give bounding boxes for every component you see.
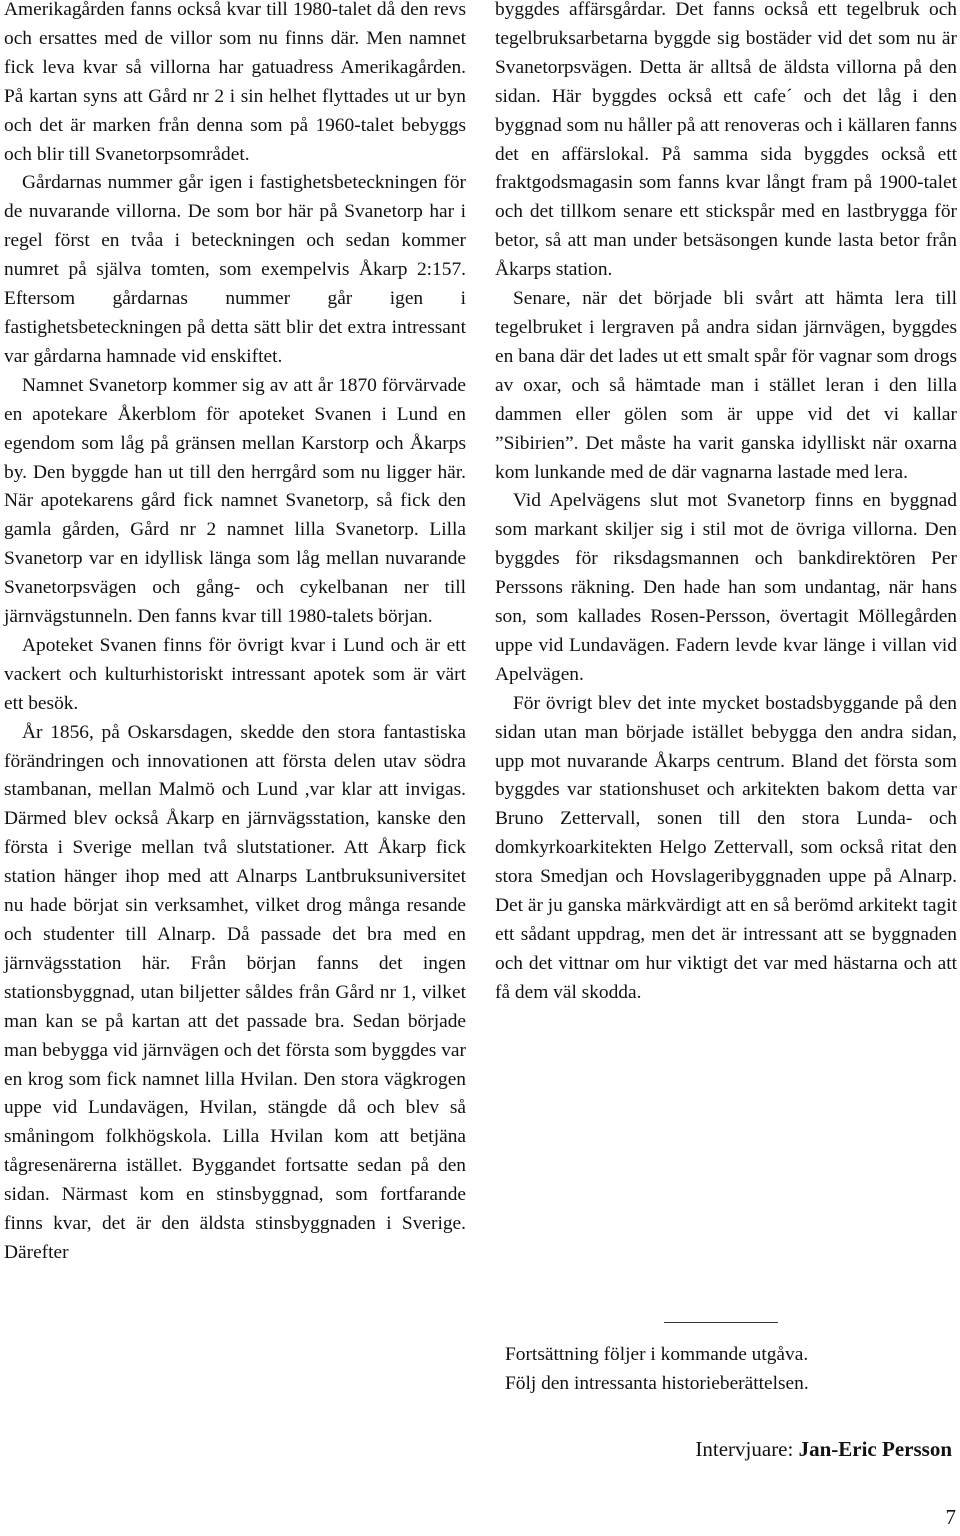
paragraph: Apoteket Svanen finns för övrigt kvar i Lund och är ett vackert och kulturhistoriskt intressant apotek som är värt ett besök. <box>4 634 466 714</box>
paragraph: Gårdarnas nummer går igen i fastighetsbeteckningen för de nuvarande villorna. De som bor här på Svanetorp har i regel först en tvåa i beteckningen och sedan kommer numret på själva tomten, som exempelvis Åkarp 2:157. Eftersom gårdarnas nummer går igen i fastighetsbeteckningen på detta sätt blir det extra intressant var gårdarna hamnade vid enskiftet. <box>4 172 466 367</box>
paragraph: År 1856, på Oskarsdagen, skedde den stora fantastiska förändringen och innovationen att första delen utav södra stambanan, mellan Malmö och Lund ,var klar att invigas. Därmed blev också Åkarp en järnvägsstation, kanske den första i Sverige mellan två slutstationer. Att Åkarp fick station hänger ihop med att Alnarps Lantbruksuniversitet nu hade börjat sin verksamhet, vilket drog många resande och studenter till Alnarp. Då passade det bra med en järnvägsstation här. Från början fanns det ingen stationsbyggnad, utan biljetter såldes från Gård nr 1, vilket man kan se på kartan att det passade bra. Sedan började man bebygga vid järnvägen och det första som byggdes var en krog som fick namnet lilla Hvilan. Den stora vägkrogen uppe vid Lundavägen, Hvilan, stängde då och blev så småningom folkhögskola. Lilla Hvilan kom att betjäna tågresenärerna istället. Byggandet fortsatte sedan på den sidan. Närmast kom en stinsbyggnad, som fortfarande finns kvar, det är den äldsta stinsbyggnaden i Sverige. Därefter <box>4 721 466 1263</box>
page-number: 7 <box>945 1505 956 1529</box>
continuation-line: Fortsättning följer i kommande utgåva. <box>505 1344 809 1365</box>
left-column <box>4 0 466 1268</box>
paragraph: Amerikagården fanns också kvar till 1980-talet då den revs och ersattes med de villor som nu finns där. Men namnet fick leva kvar så villorna har gatuadress Amerikagården. På kartan syns att Gård nr 2 i sin helhet flyttades ut ur byn och det är marken från denna som på 1960-talet bebyggs och blir till Svanetorpsområdet. <box>4 0 466 165</box>
paragraph: Senare, när det började bli svårt att hämta lera till tegelbruket i lergraven på andra sidan järnvägen, byggdes en bana där det lades ut ett smalt spår för vagnar som drogs av oxar, och så hämtade man i stället leran i den lilla dammen eller gölen som är uppe vid det vi kallar ”Sibirien”. Det måste ha varit ganska idylliskt när oxarna kom lunkande med de där vagnarna lastade med lera. <box>495 288 957 483</box>
credit-label: Intervjuare: <box>695 1437 794 1461</box>
paragraph: Vid Apelvägens slut mot Svanetorp finns en byggnad som markant skiljer sig i stil mot de övriga villorna. Den byggdes för riksdagsmannen och bankdirektören Per Perssons räkning. Den hade han som undantag, när hans son, som kallades Rosen-Persson, övertagit Möllegården uppe vid Lundavägen. Fadern levde kvar länge i villan vid Apelvägen. <box>495 490 957 685</box>
interviewer-credit <box>695 1437 952 1462</box>
divider <box>664 1322 778 1323</box>
right-column <box>495 0 957 1008</box>
paragraph: För övrigt blev det inte mycket bostadsbyggande på den sidan utan man började istället bebygga den andra sidan, upp mot nuvarande Åkarps centrum. Bland det första som byggdes var stationshuset och arkitekten bakom detta var Bruno Zettervall, sonen till den stora Lunda- och domkyrkoarkitekten Helgo Zettervall, som också ritat den stora Smedjan och Hovslageribyggnaden uppe på Alnarp. Det är ju ganska märkvärdigt att en så berömd arkitekt tagit ett sådant uppdrag, men det är intressant att se byggnaden och det vittnar om hur viktigt det var med hästarna och att få dem väl skodda. <box>495 692 957 1003</box>
paragraph: Namnet Svanetorp kommer sig av att år 1870 förvärvade en apotekare Åkerblom för apoteket Svanen i Lund en egendom som låg på gränsen mellan Karstorp och Åkarps by. Den byggde han ut till den herrgård som nu ligger här. När apotekarens gård fick namnet Svanetorp, så fick den gamla gården, Gård nr 2 namnet lilla Svanetorp. Lilla Svanetorp var en idyllisk länga som låg mellan nuvarande Svanetorpsvägen och gång- och cykelbanan ner till järnvägstunneln. Den fanns kvar till 1980-talets början. <box>4 374 466 628</box>
credit-name: Jan-Eric Persson <box>798 1437 952 1461</box>
continuation-note <box>505 1340 809 1398</box>
continuation-line: Följ den intressanta historieberättelsen. <box>505 1373 809 1394</box>
paragraph: byggdes affärsgårdar. Det fanns också ett tegelbruk och tegelbruksarbetarna byggde sig bostäder vid det som nu är Svanetorpsvägen. Detta är alltså de äldsta villorna på den sidan. Här byggdes också ett cafe´ och det låg i den byggnad som nu håller på att renoveras och i källaren fanns det en affärslokal. På samma sida byggdes också ett fraktgodsmagasin som fanns kvar långt fram på 1900-talet och det tillkom senare ett stickspår med en lastbrygga för betor, så att man under betsäsongen kunde lasta betor från Åkarps station. <box>495 0 957 281</box>
